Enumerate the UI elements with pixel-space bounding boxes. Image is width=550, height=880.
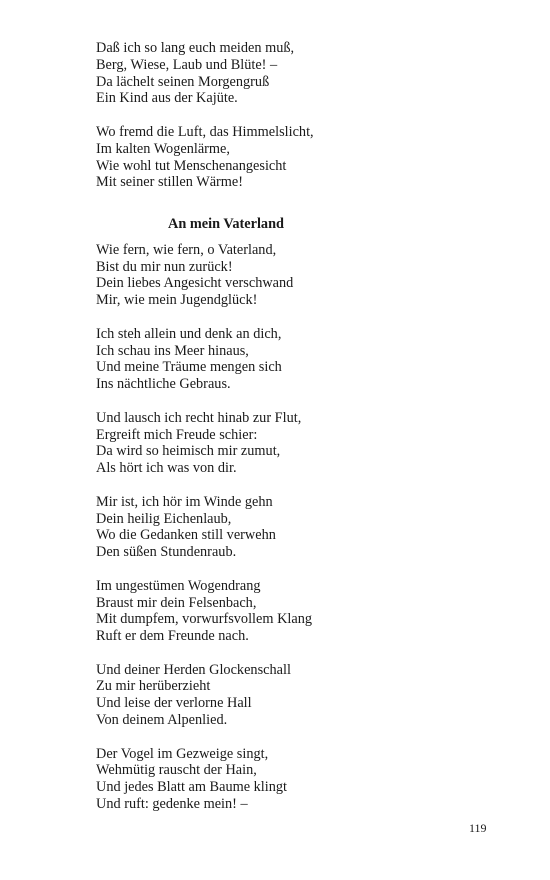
verse-line: Wie wohl tut Menschenangesicht [96, 157, 287, 174]
verse-line: Im ungestümen Wogendrang [96, 577, 261, 594]
poem-stanza-5 [96, 578, 396, 645]
verse-line: Den süßen Stundenraub. [96, 544, 237, 561]
poem-stanza-7 [96, 746, 396, 813]
poem-stanza-2 [96, 326, 396, 393]
prev-poem-stanza-2 [96, 124, 396, 191]
verse-line: Ich steh allein und denk an dich, [96, 325, 282, 342]
verse-line: Wie fern, wie fern, o Vaterland, [96, 241, 277, 258]
poem-stanza-1 [96, 242, 396, 309]
verse-line: Mit dumpfem, vorwurfsvollem Klang [96, 611, 313, 628]
verse-line: Dein heilig Eichenlaub, [96, 510, 232, 527]
verse-line: Und leise der verlorne Hall [96, 695, 252, 712]
verse-line: Und deiner Herden Glockenschall [96, 661, 291, 678]
verse-line: Der Vogel im Gezweige singt, [96, 745, 269, 762]
poem-stanza-4 [96, 494, 396, 561]
verse-line: Zu mir herüberzieht [96, 678, 211, 695]
verse-line: Ein Kind aus der Kajüte. [96, 90, 238, 107]
prev-poem-stanza-1 [96, 40, 396, 107]
title-spacer [96, 208, 396, 216]
verse-line: Und meine Träume mengen sich [96, 359, 282, 376]
verse-line: Ich schau ins Meer hinaus, [96, 342, 249, 359]
verse-line: Mit seiner stillen Wärme! [96, 174, 244, 191]
verse-line: Ruft er dem Freunde nach. [96, 628, 249, 645]
verse-line: Daß ich so lang euch meiden muß, [96, 40, 295, 56]
verse-line: Wo die Gedanken still verwehn [96, 527, 276, 544]
verse-line: Braust mir dein Felsenbach, [96, 594, 257, 611]
verse-line: Wo fremd die Luft, das Himmelslicht, [96, 123, 314, 140]
verse-line: Mir, wie mein Jugendglück! [96, 292, 258, 309]
verse-line: Bist du mir nun zurück! [96, 258, 233, 275]
verse-line: Im kalten Wogenlärme, [96, 140, 230, 157]
verse-line: Da lächelt seinen Morgengruß [96, 73, 270, 90]
verse-line: Dein liebes Angesicht verschwand [96, 275, 294, 292]
verse-line: Und jedes Blatt am Baume klingt [96, 779, 287, 796]
verse-line: Ins nächtliche Gebraus. [96, 376, 231, 393]
verse-line: Mir ist, ich hör im Winde gehn [96, 493, 273, 510]
poem-stanza-6 [96, 662, 396, 729]
verse-line: Und lausch ich recht hinab zur Flut, [96, 409, 302, 426]
verse-line: Von deinem Alpenlied. [96, 712, 228, 729]
verse-line: Wehmütig rauscht der Hain, [96, 762, 257, 779]
verse-line: Da wird so heimisch mir zumut, [96, 443, 281, 460]
verse-line: Berg, Wiese, Laub und Blüte! – [96, 56, 278, 73]
poem-title: An mein Vaterland [168, 215, 284, 232]
verse-line: Ergreift mich Freude schier: [96, 426, 258, 443]
page-number: 119 [469, 821, 487, 835]
text-block [96, 40, 396, 830]
verse-line: Und ruft: gedenke mein! – [96, 796, 248, 813]
verse-line: Als hört ich was von dir. [96, 460, 237, 477]
poem-stanza-3 [96, 410, 396, 477]
